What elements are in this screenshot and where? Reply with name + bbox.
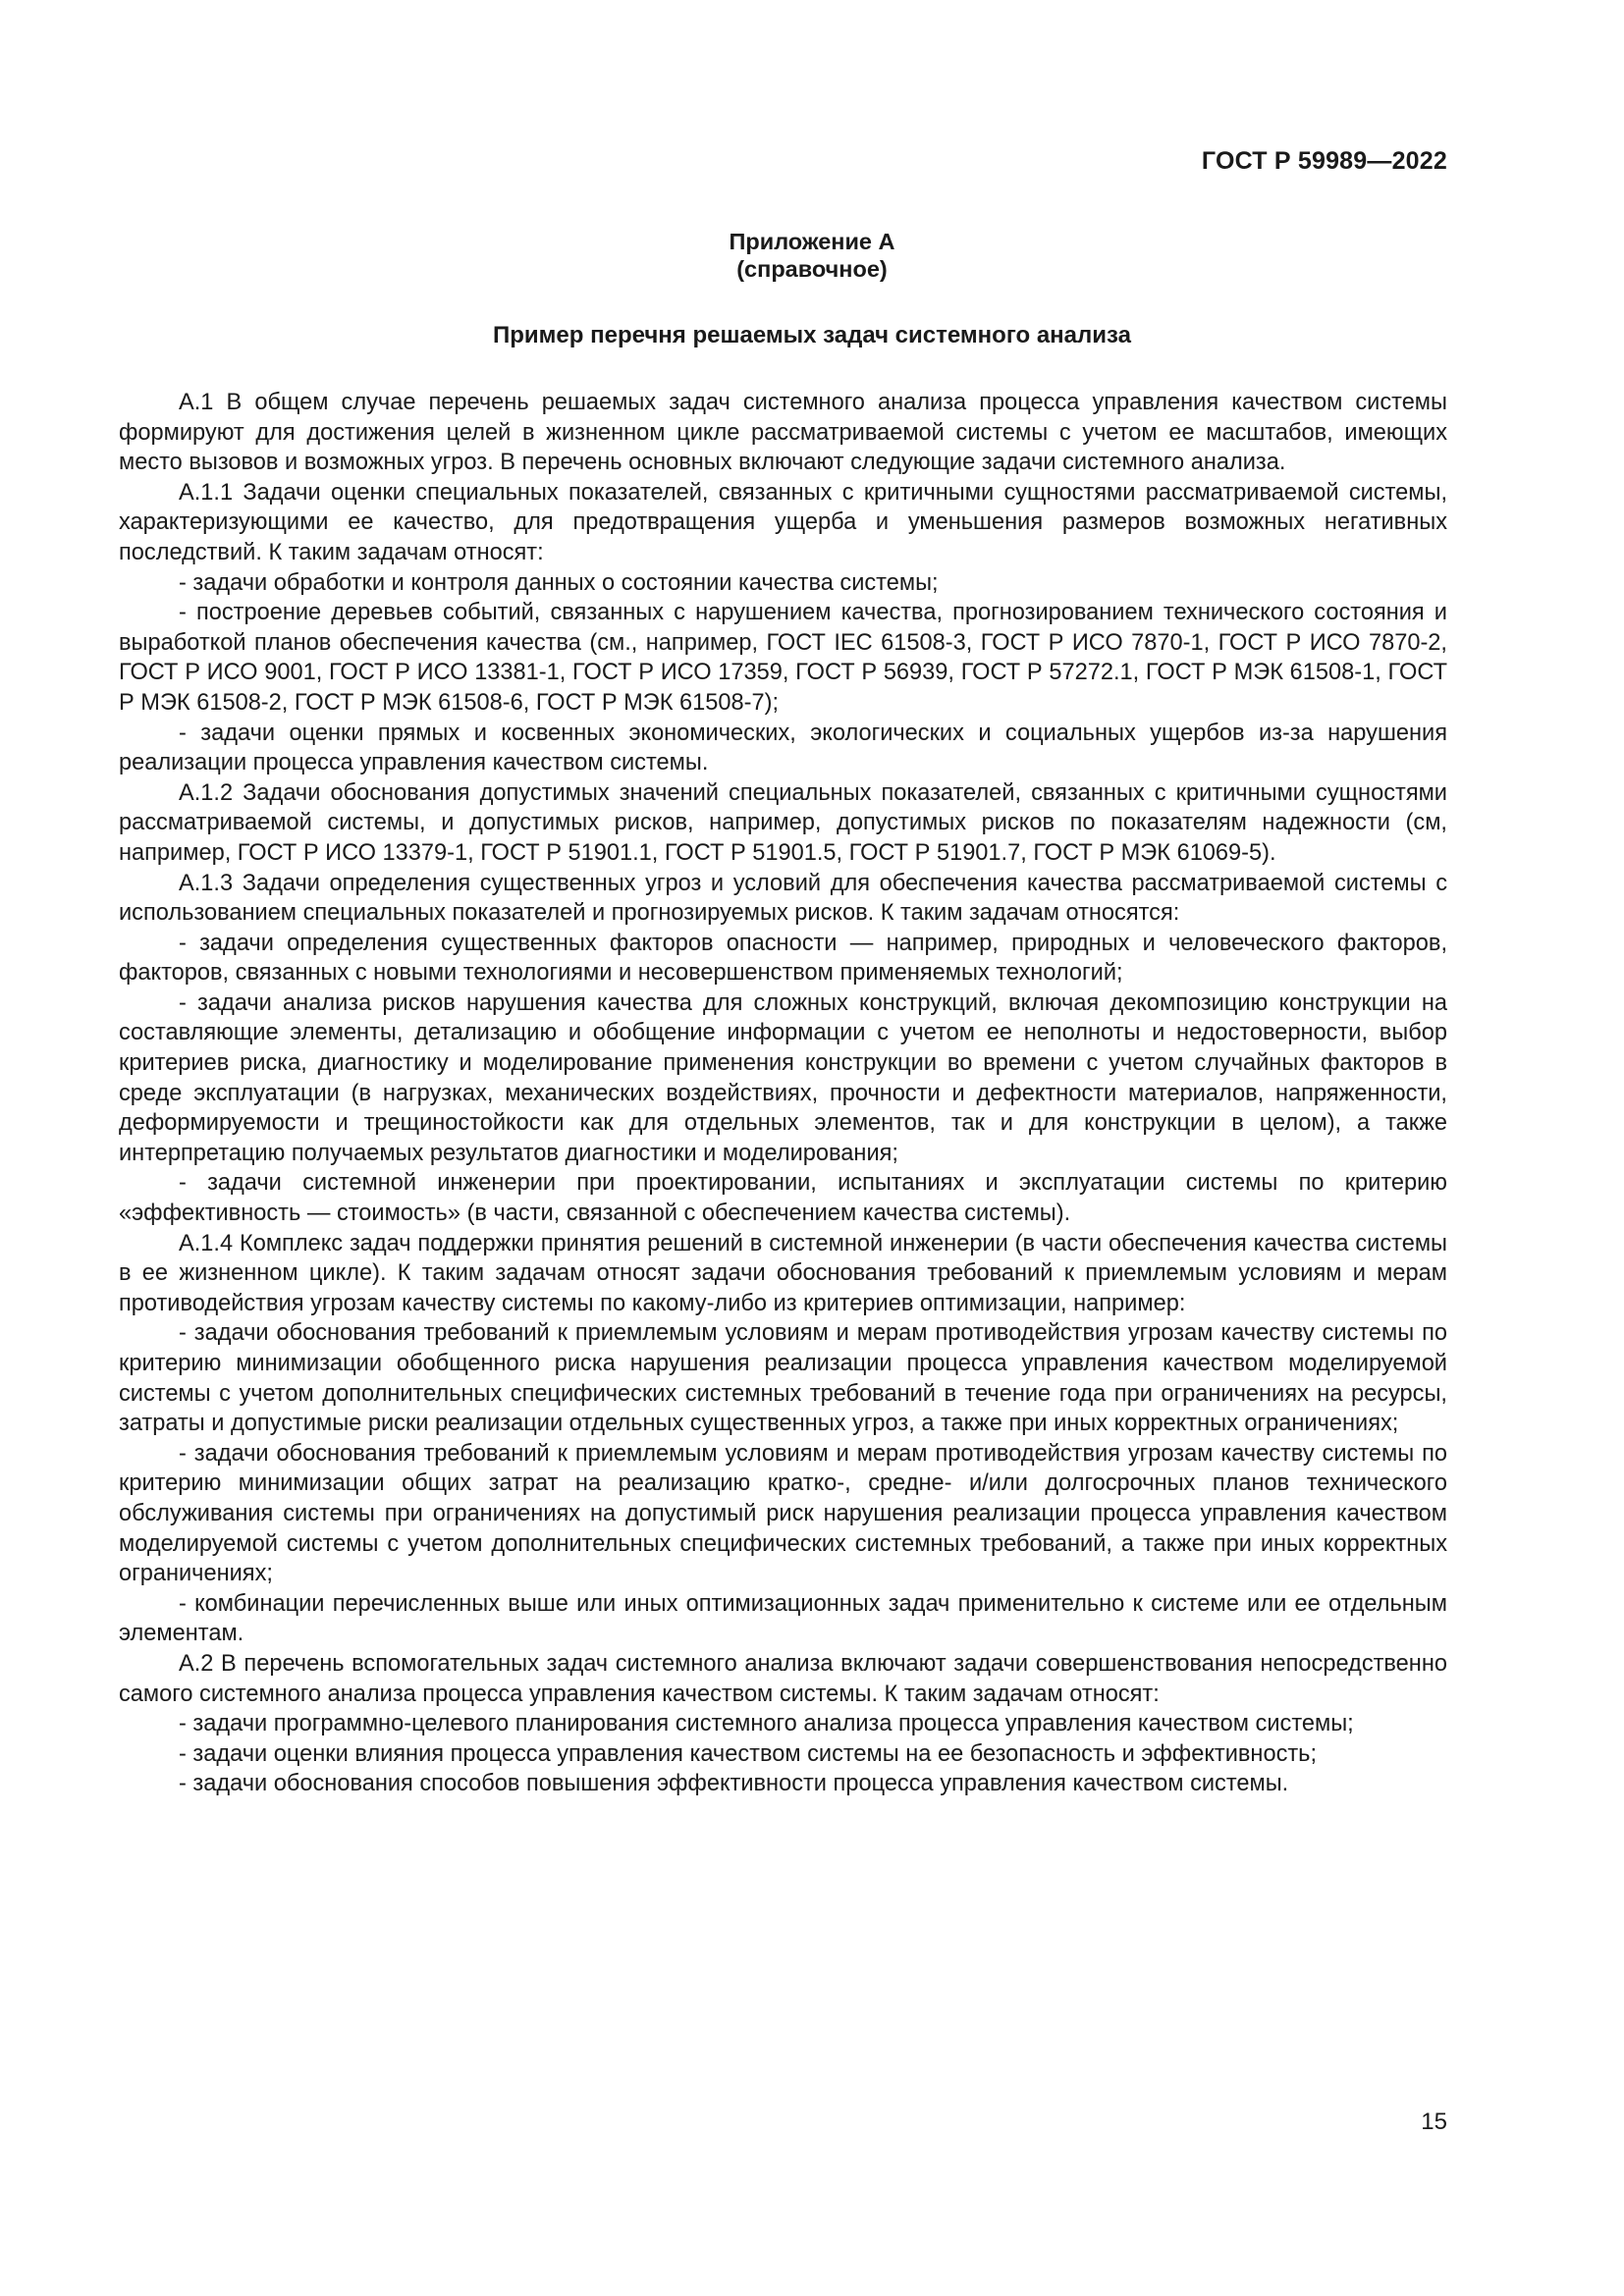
list-item: - задачи обоснования требований к приемлемым условиям и мерам противодействия угрозам качеству системы по критерию минимизации обобщенного риска нарушения реализации процесса управления качеством моделируемой системы с учетом дополнительных специфических системных требований в течение года при ограничениях на ресурсы, затраты и допустимые риски реализации отдельных существенных угроз, а также при иных корректных ограничениях; [119,1320,1447,1437]
list-item: - задачи программно-целевого планирования системного анализа процесса управления качеством системы; [179,1711,1354,1737]
paragraph-a1-4: А.1.4 Комплекс задач поддержки принятия решений в системной инженерии (в части обеспечения качества системы в ее жизненном цикле). К таким задачам относят задачи обоснования требований к приемлемым условиям и мерам противодействия угрозам качеству системы по какому-либо из критериев оптимизации, например: [119,1230,1447,1316]
list-item: - задачи системной инженерии при проектировании, испытаниях и эксплуатации системы по критерию «эффективность — стоимость» (в части, связанной с обеспечением качества системы). [119,1170,1447,1227]
annex-label: Приложение А [729,229,895,254]
list-item: - задачи оценки прямых и косвенных экономических, экологических и социальных ущербов из-за нарушения реализации процесса управления качеством системы. [119,720,1447,776]
paragraph-a2: А.2 В перечень вспомогательных задач системного анализа включают задачи совершенствования непосредственно самого системного анализа процесса управления качеством системы. К таким задачам относят: [119,1650,1447,1707]
annex-kind: (справочное) [736,256,888,282]
page-number: 15 [1421,2109,1447,2135]
paragraph-a1-1: А.1.1 Задачи оценки специальных показателей, связанных с критичными сущностями рассматриваемой системы, характеризующими ее качество, для предотвращения ущерба и уменьшения размеров возможных негативных последствий. К таким задачам относят: [119,479,1447,565]
list-item: - задачи определения существенных факторов опасности — например, природных и человеческого факторов, факторов, связанных с новыми технологиями и несовершенством применяемых технологий; [119,930,1447,987]
annex-heading [0,228,1624,283]
paragraph-a1-3: А.1.3 Задачи определения существенных угроз и условий для обеспечения качества рассматриваемой системы с использованием специальных показателей и прогнозируемых рисков. К таким задачам относятся: [119,870,1447,927]
list-item: - задачи анализа рисков нарушения качества для сложных конструкций, включая декомпозицию конструкции на составляющие элементы, детализацию и обобщение информации с учетом ее неполноты и недостоверности, выбор критериев риска, диагностику и моделирование применения конструкции во времени с учетом случайных факторов в среде эксплуатации (в нагрузках, механических воздействиях, прочности и дефектности материалов, напряженности, деформируемости и трещиностойкости как для отдельных элементов, так и для конструкции в целом), а также интерпретацию получаемых результатов диагностики и моделирования; [119,989,1447,1166]
paragraph-a1-2: А.1.2 Задачи обоснования допустимых значений специальных показателей, связанных с критичными сущностями рассматриваемой системы, и допустимых рисков, например, допустимых рисков по показателям надежности (см, например, ГОСТ Р ИСО 13379-1, ГОСТ Р 51901.1, ГОСТ Р 51901.5, ГОСТ Р 51901.7, ГОСТ Р МЭК 61069-5). [119,779,1447,866]
document-code-header: ГОСТ Р 59989—2022 [1201,147,1447,175]
paragraph-a1: А.1 В общем случае перечень решаемых задач системного анализа процесса управления качеством системы формируют для достижения целей в жизненном цикле рассматриваемой системы с учетом ее масштабов, имеющих место вызовов и возможных угроз. В перечень основных включают следующие задачи системного анализа. [119,390,1447,476]
list-item: - комбинации перечисленных выше или иных оптимизационных задач применительно к системе или ее отдельным элементам. [119,1590,1447,1647]
list-item: - задачи обоснования способов повышения эффективности процесса управления качеством системы. [179,1771,1289,1797]
annex-body [119,388,1447,1799]
list-item: - построение деревьев событий, связанных с нарушением качества, прогнозированием технического состояния и выработкой планов обеспечения качества (см., например, ГОСТ IEC 61508-3, ГОСТ Р ИСО 7870-1, ГОСТ Р ИСО 7870-2, ГОСТ Р ИСО 9001, ГОСТ Р ИСО 13381-1, ГОСТ Р ИСО 17359, ГОСТ Р 56939, ГОСТ Р 57272.1, ГОСТ Р МЭК 61508-1, ГОСТ Р МЭК 61508-2, ГОСТ Р МЭК 61508-6, ГОСТ Р МЭК 61508-7); [119,600,1447,716]
list-item: - задачи обоснования требований к приемлемым условиям и мерам противодействия угрозам качеству системы по критерию минимизации общих затрат на реализацию кратко-, средне- и/или долгосрочных планов технического обслуживания системы при ограничениях на допустимый риск нарушения реализации процесса управления качеством моделируемой системы с учетом дополнительных специфических системных требований, а также при иных корректных ограничениях; [119,1440,1447,1587]
list-item: - задачи оценки влияния процесса управления качеством системы на ее безопасность и эффективность; [179,1740,1318,1767]
list-item: - задачи обработки и контроля данных о состоянии качества системы; [179,569,939,596]
annex-title: Пример перечня решаемых задач системного анализа [493,322,1131,348]
